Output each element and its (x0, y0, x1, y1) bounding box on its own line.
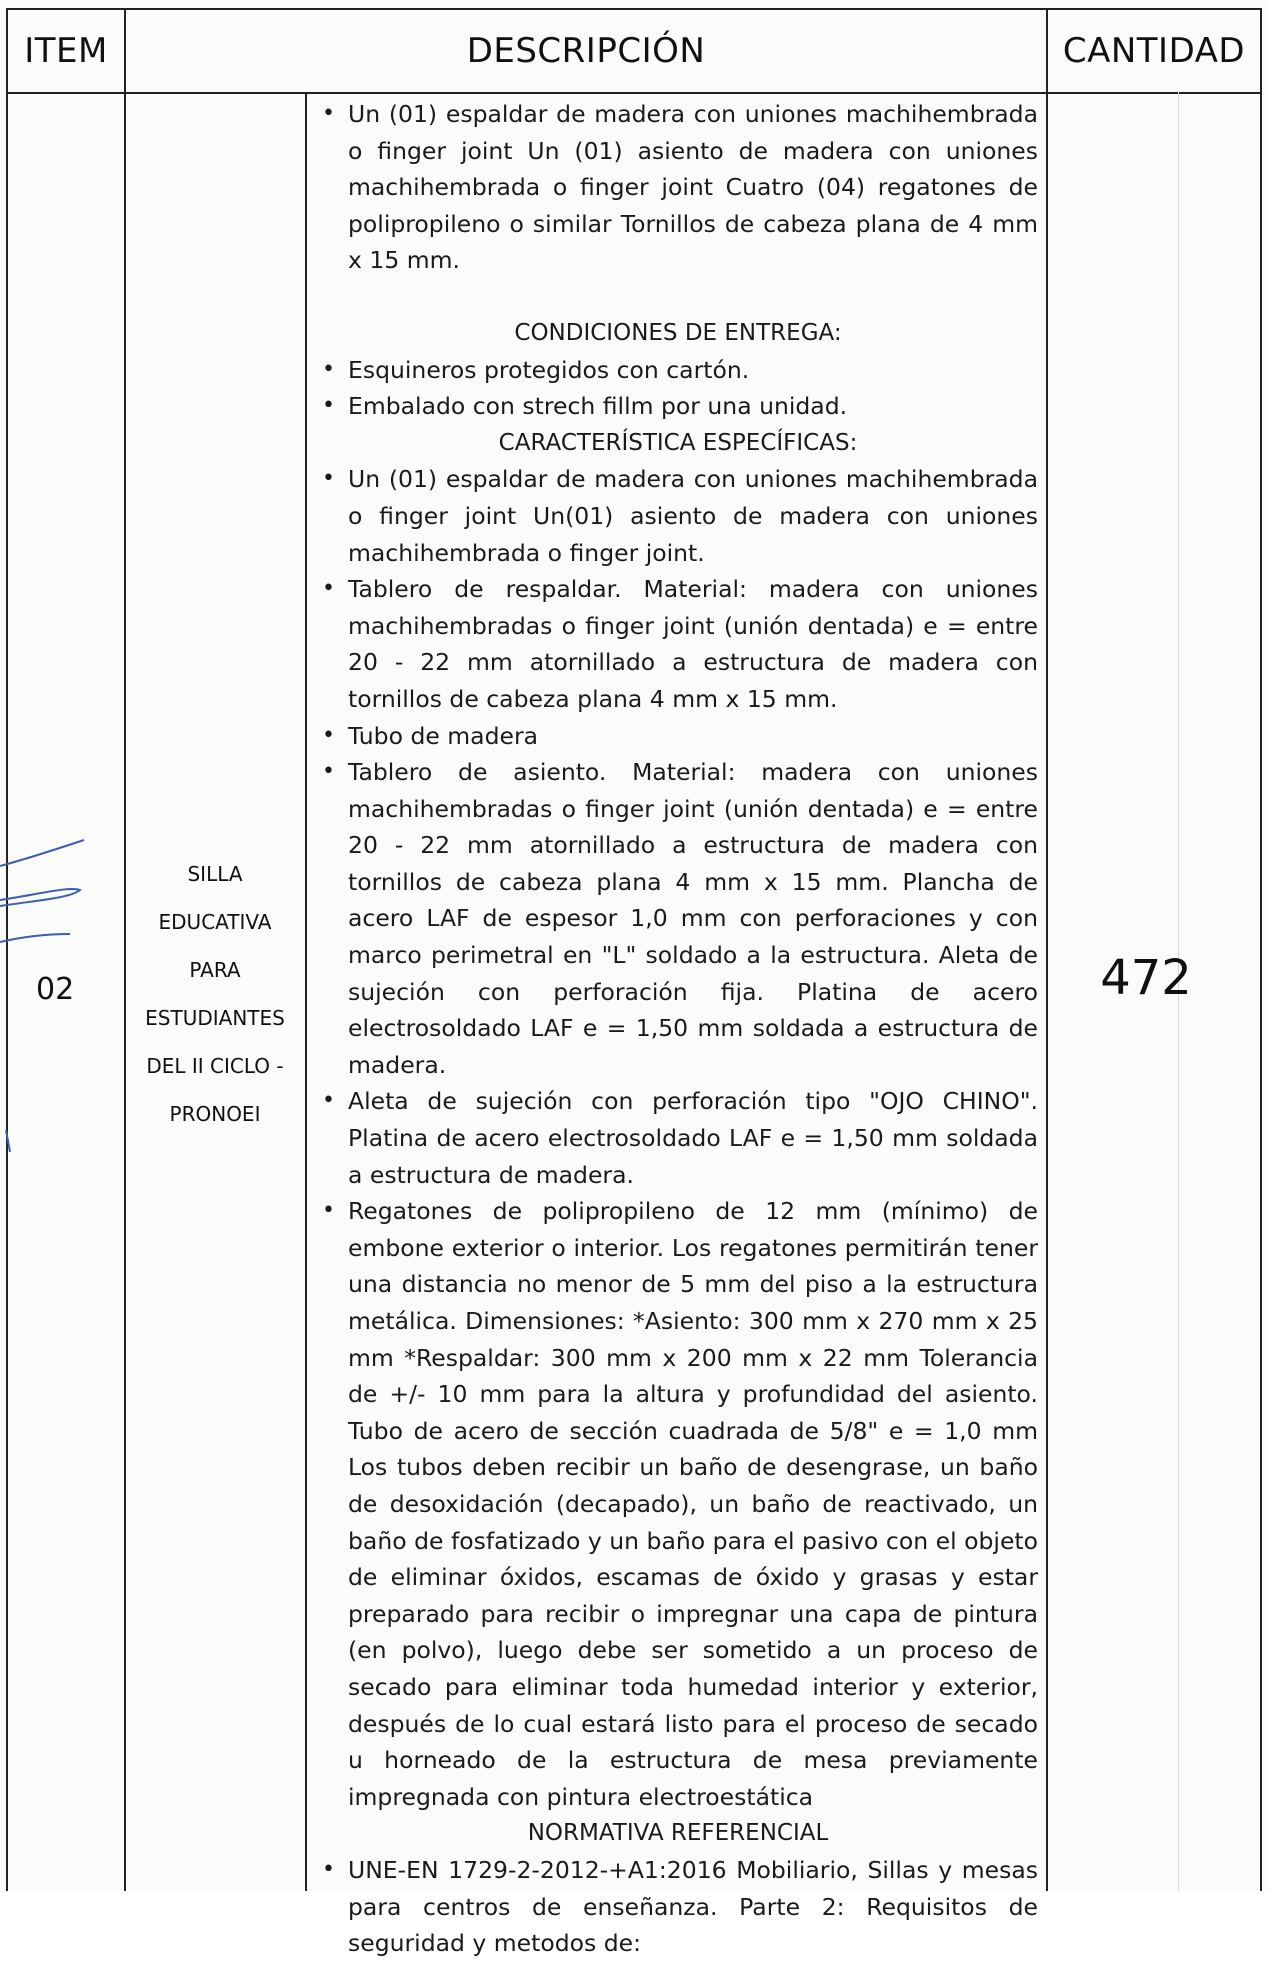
specs-list (318, 461, 1038, 1815)
item-name (130, 850, 300, 1138)
list-item: • Aleta de sujeción con perforación tipo "OJO CHINO". Platina de acero electrosoldado LAF e = 1,50 mm soldada a estructura de madera. (318, 1083, 1038, 1193)
item-name-line: ESTUDIANTES (145, 1006, 285, 1030)
list-item: • Embalado con strech fillm por una unidad. (318, 388, 1038, 425)
header-description: DESCRIPCIÓN (466, 31, 706, 71)
header-bottom-border (6, 92, 1262, 94)
item-name-line: EDUCATIVA (158, 910, 272, 934)
list-item: • Tablero de respaldar. Material: madera con uniones machihembradas o finger joint (unión dentada) e = entre 20 - 22 mm atornillado a estructura de madera con tornillos de cabeza plana 4 mm x 15 mm. (318, 571, 1038, 717)
item-name-line: SILLA (187, 862, 243, 886)
item-name-line: PARA (189, 958, 241, 982)
item-name-line: DEL II CICLO - (146, 1054, 284, 1078)
norms-list (318, 1852, 1038, 1962)
list-item: • Regatones de polipropileno de 12 mm (mínimo) de embone exterior o interior. Los regatones permitirán tener una distancia no menor de 5 mm del piso a la estructura metálica. Dimensiones: *Asiento: 300 mm x 270 mm x 25 mm *Respaldar: 300 mm x 200 mm x 22 mm Tolerancia de +/- 10 mm para la altura y profundidad del asiento. Tubo de acero de sección cuadrada de 5/8" e = 1,0 mm Los tubos deben recibir un baño de desengrase, un baño de desoxidación (decapado), un baño de reactivado, un baño de fosfatizado y un baño para el pasivo con el objeto de eliminar óxidos, escamas de óxido y grasas y estar preparado para recibir o impregnar una capa de pintura (en polvo), luego debe ser sometido a un proceso de secado para eliminar toda humedad interior y exterior, después de lo cual estará listo para el proceso de secado u horneado de la estructura de mesa previamente impregnada con pintura electroestática (318, 1193, 1038, 1815)
item-number: 02 (36, 972, 75, 1007)
list-item: • Tablero de asiento. Material: madera con uniones machihembradas o finger joint (unión dentada) e = entre 20 - 22 mm atornillado a estructura de madera con tornillos de cabeza plana 4 mm x 15 mm. Plancha de acero LAF de espesor 1,0 mm con perforaciones y con marco perimetral en "L" soldado a la estructura. Aleta de sujeción con perforación fija. Platina de acero electrosoldado LAF e = 1,50 mm soldada a estructura de madera. (318, 754, 1038, 1083)
list-item: • Un (01) espaldar de madera con uniones machihembrada o finger joint Un (01) asiento de madera con uniones machihembrada o finger joint Cuatro (04) regatones de polipropileno o similar Tornillos de cabeza plana de 4 mm x 15 mm. (318, 96, 1038, 279)
delivery-list (318, 352, 1038, 425)
list-item: • Un (01) espaldar de madera con uniones machihembrada o finger joint Un(01) asiento de madera con uniones machihembrada o finger joint. (318, 461, 1038, 571)
spacer (318, 279, 1038, 315)
column-divider-item (124, 8, 126, 1891)
list-item: • Esquineros protegidos con cartón. (318, 352, 1038, 389)
intro-list (318, 96, 1038, 279)
item-description (318, 96, 1038, 1962)
header-quantity: CANTIDAD (1062, 31, 1246, 71)
column-divider-name (305, 92, 307, 1891)
specs-heading: CARACTERÍSTICA ESPECÍFICAS: (498, 429, 858, 456)
table-right-border (1260, 8, 1262, 1891)
item-name-line: PRONOEI (169, 1102, 261, 1126)
norms-heading: NORMATIVA REFERENCIAL (527, 1820, 829, 1847)
header-item: ITEM (24, 31, 108, 71)
item-quantity: 472 (1100, 950, 1192, 1006)
list-item: • Tubo de madera (318, 718, 1038, 755)
delivery-heading: CONDICIONES DE ENTREGA: (514, 319, 842, 346)
list-item: • UNE-EN 1729-2-2012-+A1:2016 Mobiliario, Sillas y mesas para centros de enseñanza. Parte 2: Requisitos de seguridad y metodos de: (318, 1852, 1038, 1962)
